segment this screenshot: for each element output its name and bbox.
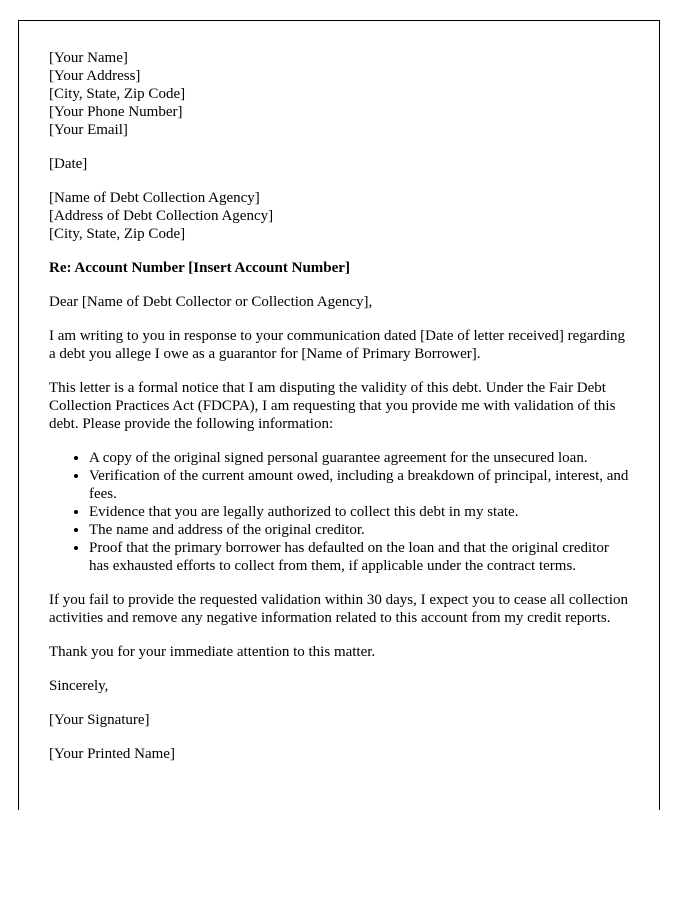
sign-off: Sincerely, xyxy=(49,678,109,694)
dispute-paragraph: This letter is a formal notice that I am disputing the validity of this debt. Under the Fair Debt Collection Practices Act (FDCPA), I am requesting that you provide me with validation of this debt. Please provide the following information: xyxy=(49,380,616,432)
letter-date: [Date] xyxy=(49,156,88,172)
consequence-paragraph: If you fail to provide the requested validation within 30 days, I expect you to cease all collection activities and remove any negative information related to this account from my credit reports. xyxy=(49,592,628,626)
thank-you-paragraph: Thank you for your immediate attention to this matter. xyxy=(49,644,376,660)
list-item: • Proof that the primary borrower has defaulted on the loan and that the original creditor has exhausted efforts to collect from them, if applicable under the contract terms. xyxy=(89,539,629,575)
salutation: Dear [Name of Debt Collector or Collection Agency], xyxy=(49,294,373,310)
recipient-block xyxy=(49,189,629,243)
sender-phone: [Your Phone Number] xyxy=(49,104,183,120)
request-list xyxy=(49,449,629,575)
list-item: • The name and address of the original creditor. xyxy=(89,521,629,539)
list-item: • Evidence that you are legally authorized to collect this debt in my state. xyxy=(89,503,629,521)
sender-city-state-zip: [City, State, Zip Code] xyxy=(49,86,186,102)
signature-placeholder: [Your Signature] xyxy=(49,712,150,728)
intro-paragraph: I am writing to you in response to your communication dated [Date of letter received] regarding a debt you allege I owe as a guarantor for [Name of Primary Borrower]. xyxy=(49,328,626,362)
sender-address: [Your Address] xyxy=(49,68,141,84)
letter-page xyxy=(18,20,660,810)
sender-email: [Your Email] xyxy=(49,122,128,138)
sender-block xyxy=(49,49,629,139)
recipient-address: [Address of Debt Collection Agency] xyxy=(49,208,274,224)
subject-line: Re: Account Number [Insert Account Number] xyxy=(49,260,350,276)
printed-name: [Your Printed Name] xyxy=(49,746,175,762)
list-item: • Verification of the current amount owed, including a breakdown of principal, interest, and fees. xyxy=(89,467,629,503)
recipient-name: [Name of Debt Collection Agency] xyxy=(49,190,260,206)
recipient-city-state-zip: [City, State, Zip Code] xyxy=(49,226,186,242)
list-item: • A copy of the original signed personal guarantee agreement for the unsecured loan. xyxy=(89,449,629,467)
sender-name: [Your Name] xyxy=(49,50,128,66)
